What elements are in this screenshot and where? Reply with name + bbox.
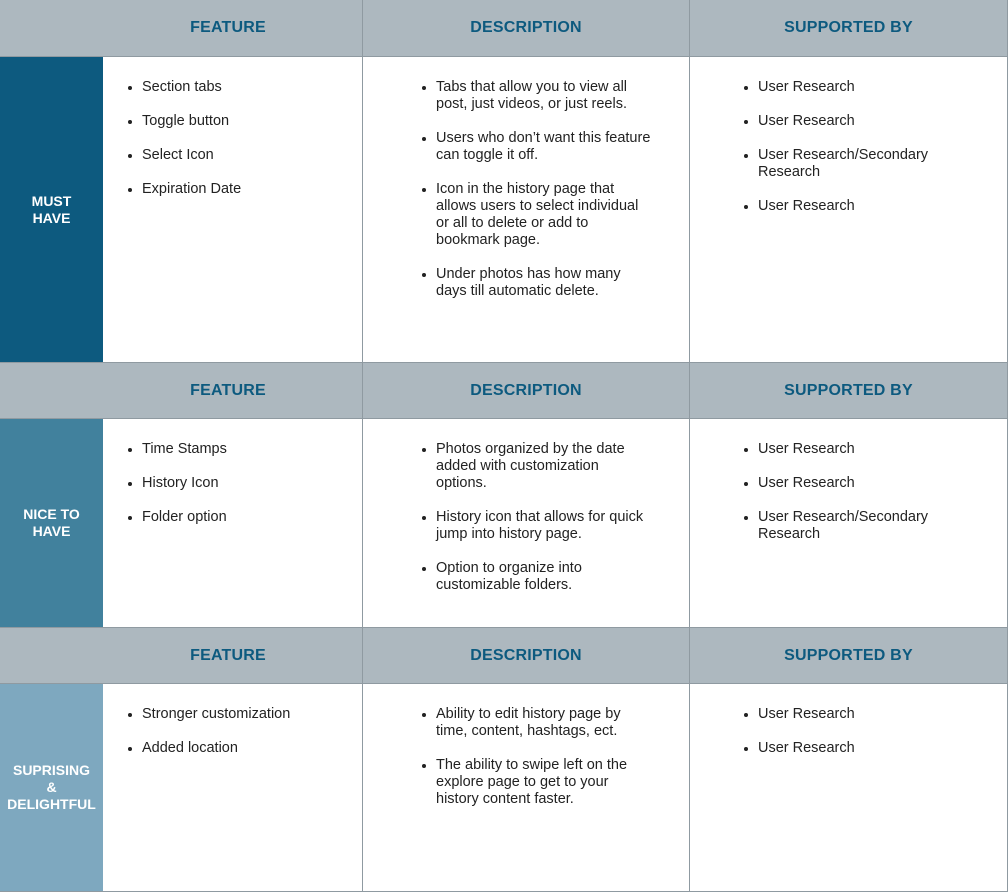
list-item: History Icon: [128, 475, 353, 492]
feature-list: [128, 441, 353, 543]
supported-by-header: SUPPORTED BY: [690, 363, 1008, 419]
list-item: Toggle button: [128, 113, 353, 130]
list-item: Added location: [128, 740, 353, 757]
feature-list: [128, 79, 353, 215]
feature-header: FEATURE: [0, 0, 363, 57]
list-item: User Research: [744, 475, 994, 492]
supported-list: [744, 706, 994, 774]
list-item: User Research: [744, 79, 994, 96]
descriptions-cell: [363, 684, 690, 892]
list-item: Under photos has how many days till automatic delete.: [422, 266, 652, 300]
list-item: User Research: [744, 198, 994, 215]
category-nice-to-have: NICE TO HAVE: [0, 419, 103, 628]
list-item: Ability to edit history page by time, content, hashtags, ect.: [422, 706, 652, 740]
list-item: User Research/Secondary Research: [744, 147, 944, 181]
list-item: User Research: [744, 706, 994, 723]
supported-cell: [690, 684, 1008, 892]
feature-header: FEATURE: [0, 628, 363, 684]
list-item: Icon in the history page that allows users to select individual or all to delete or add to bookmark page.: [422, 181, 652, 249]
description-list: [422, 706, 652, 825]
description-header: DESCRIPTION: [363, 363, 690, 419]
list-item: User Research/Secondary Research: [744, 509, 944, 543]
category-must-have: MUST HAVE: [0, 57, 103, 363]
description-list: [422, 441, 647, 611]
description-header: DESCRIPTION: [363, 0, 690, 57]
descriptions-cell: [363, 419, 690, 628]
features-cell: [103, 57, 363, 363]
list-item: Section tabs: [128, 79, 353, 96]
list-item: User Research: [744, 113, 994, 130]
supported-by-header: SUPPORTED BY: [690, 628, 1008, 684]
list-item: Time Stamps: [128, 441, 353, 458]
supported-cell: [690, 419, 1008, 628]
list-item: Folder option: [128, 509, 353, 526]
supported-by-header: SUPPORTED BY: [690, 0, 1008, 57]
description-list: [422, 79, 652, 317]
description-header: DESCRIPTION: [363, 628, 690, 684]
descriptions-cell: [363, 57, 690, 363]
list-item: Select Icon: [128, 147, 353, 164]
supported-cell: [690, 57, 1008, 363]
list-item: User Research: [744, 740, 994, 757]
supported-list: [744, 79, 994, 232]
list-item: History icon that allows for quick jump into history page.: [422, 509, 647, 543]
category-surprising-delightful: SUPRISING & DELIGHTFUL: [0, 684, 103, 892]
list-item: Users who don’t want this feature can toggle it off.: [422, 130, 652, 164]
feature-header: FEATURE: [0, 363, 363, 419]
features-cell: [103, 684, 363, 892]
list-item: Option to organize into customizable folders.: [422, 560, 647, 594]
list-item: Tabs that allow you to view all post, just videos, or just reels.: [422, 79, 652, 113]
list-item: Stronger customization: [128, 706, 353, 723]
features-cell: [103, 419, 363, 628]
list-item: The ability to swipe left on the explore page to get to your history content faster.: [422, 757, 652, 808]
list-item: User Research: [744, 441, 994, 458]
list-item: Expiration Date: [128, 181, 353, 198]
supported-list: [744, 441, 994, 560]
list-item: Photos organized by the date added with customization options.: [422, 441, 647, 492]
feature-list: [128, 706, 353, 774]
